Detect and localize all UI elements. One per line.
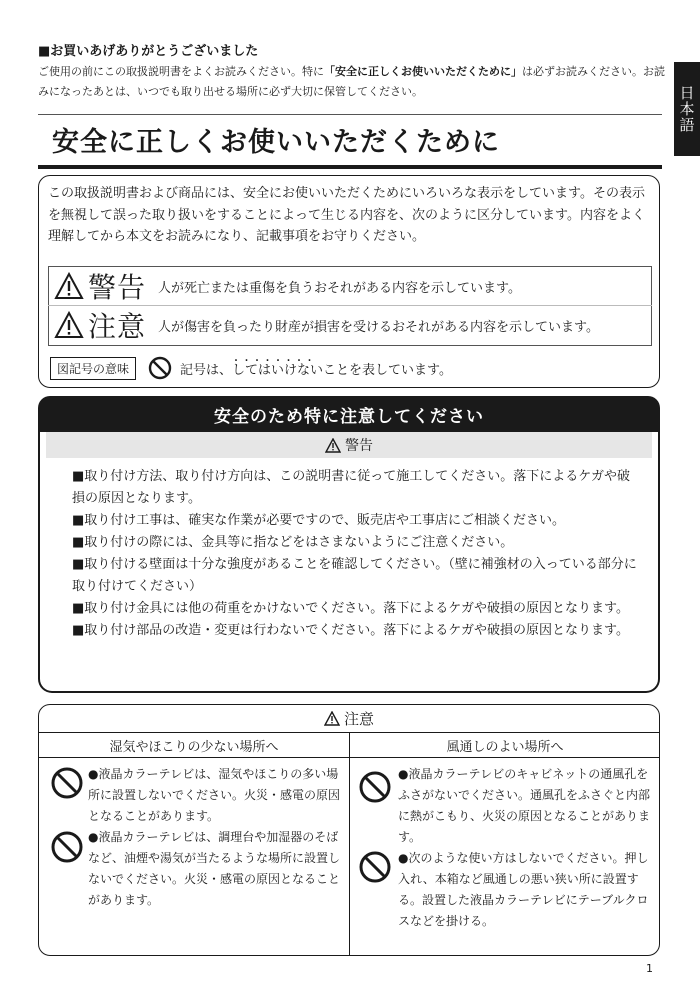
caution-right-item-2: ●次のような使い方はしないでください。押し入れ、本箱など風通しの悪い狭い所に設置する。設置した液晶カラーテレビにテーブルクロスなどを掛ける。	[398, 851, 649, 928]
symbol-meaning-text	[180, 359, 452, 378]
caution-header-label: 注意	[343, 709, 374, 728]
thanks-body-post: は必ずお読みください。お読みになったあとは、いつでも取り出せる場所に必ず大切に保管してください。	[38, 65, 665, 98]
prohibited-icon	[50, 830, 84, 864]
warning-small-icon	[325, 438, 341, 453]
warning-list	[72, 466, 642, 642]
list-item: ■取り付ける壁面は十分な強度があることを確認してください。（壁に補強材の入っている部分に取り付けてください）	[72, 557, 637, 594]
safety-header: 安全のため特に注意してください	[38, 396, 660, 432]
title-rule-top	[38, 114, 662, 115]
symbol-meaning-tag: 図記号の意味	[50, 357, 136, 380]
page-number: 1	[646, 962, 653, 975]
prohibited-icon	[358, 850, 392, 884]
warning-triangle-icon	[54, 272, 84, 300]
language-tab: 日本語	[674, 62, 700, 156]
prohibited-icon	[148, 356, 172, 380]
prohibited-icon	[50, 766, 84, 800]
caution-legend-row	[54, 307, 599, 343]
caution-left-item-2: ●液晶カラーテレビは、調理台や加湿器のそばなど、油煙や湯気が当たるような場所に設置しないでください。火災・感電の原因となることがあります。	[88, 830, 341, 907]
caution-header	[38, 704, 660, 732]
warning-subheader	[46, 432, 652, 458]
title-rule-bottom	[38, 165, 662, 169]
symbol-meaning-pre: 記号は、	[180, 362, 233, 378]
caution-right-item-1: ●液晶カラーテレビのキャビネットの通風孔をふさがないでください。通風孔をふさぐと内部に熱がこもり、火災の原因となることがあります。	[398, 767, 651, 844]
warning-subheader-label: 警告	[345, 438, 373, 454]
list-item: ■取り付けの際には、金具等に指などをはさまないようにご注意ください。	[72, 535, 514, 550]
prohibited-icon	[358, 770, 392, 804]
caution-right-title: 風通しのよい場所へ	[446, 739, 564, 755]
warning-label: 警告	[88, 271, 147, 304]
warning-description: 人が死亡または重傷を負うおそれがある内容を示しています。	[158, 280, 521, 296]
thanks-body-bold: 「安全に正しくお使いいただくために」	[324, 65, 522, 78]
page-title: 安全に正しくお使いいただくために	[52, 127, 500, 158]
symbol-meaning-emphasis: ・・・・・・・・ してはいけない	[232, 363, 323, 378]
intro-text: この取扱説明書および商品には、安全にお使いいただくためにいろいろな表示をしています。その表示を無視して誤った取り扱いをすることによって生じる内容を、次のように区分しています。内容をよく理解してから本文をお読みになり、記載事項をお守りください。	[48, 186, 645, 244]
thanks-body	[38, 62, 670, 102]
list-item: ■取り付け金具には他の荷重をかけないでください。落下によるケガや破損の原因となります。	[72, 601, 629, 616]
list-item: ■取り付け部品の改造・変更は行わないでください。落下によるケガや破損の原因となります。	[72, 623, 629, 638]
caution-column-divider	[349, 732, 350, 956]
symbol-meaning-post: ことを表しています。	[323, 362, 453, 378]
list-item: ■取り付け工事は、確実な作業が必要ですので、販売店や工事店にご相談ください。	[72, 513, 566, 528]
list-item: ■取り付け方法、取り付け方向は、この説明書に従って施工してください。落下によるケガや破損の原因となります。	[72, 469, 631, 506]
thanks-title: ■お買いあげありがとうございました	[38, 44, 259, 59]
thanks-body-pre: ご使用の前にこの取扱説明書をよくお読みください。特に	[38, 65, 324, 78]
caution-left-title: 湿気やほこりの少ない場所へ	[109, 739, 279, 755]
symbol-meaning-row	[50, 356, 452, 380]
caution-left-item-1: ●液晶カラーテレビは、湿気やほこりの多い場所に設置しないでください。火災・感電の原因となることがあります。	[88, 767, 341, 823]
caution-triangle-icon	[54, 311, 84, 339]
caution-label: 注意	[88, 310, 147, 343]
caution-small-icon	[324, 711, 340, 726]
caution-description: 人が傷害を負ったり財産が損害を受けるおそれがある内容を示しています。	[158, 319, 599, 335]
warning-legend-row	[54, 268, 521, 304]
